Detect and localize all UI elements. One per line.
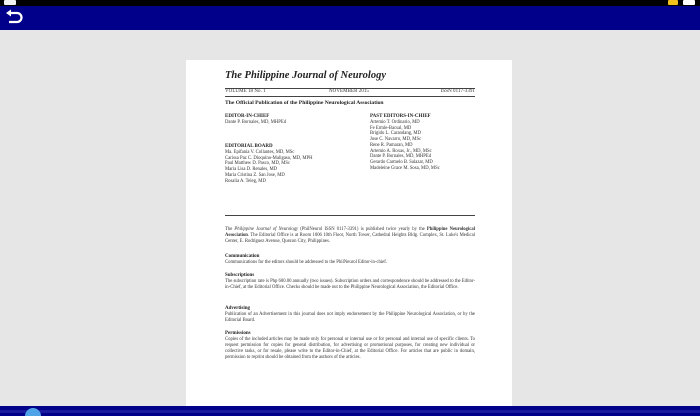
list-item: Maria Lisa D. Renales, MD: [225, 167, 278, 173]
list-item: Maria Cristina Z. San Jose, MD: [225, 172, 285, 178]
notification-icon: [4, 0, 16, 5]
list-item: Rosalia A. Teleg, MD: [225, 178, 266, 184]
pdf-page: [186, 60, 512, 416]
advertising-body: Publication of an Advertisement in this journal does not imply endorsement by the Philippine Neurological Association, or by the Editorial Board.: [225, 312, 475, 323]
list-item: Jose C. Navarro, MD, MSc: [370, 137, 422, 143]
divider: [225, 96, 475, 97]
signal-icon: [683, 0, 695, 5]
back-button[interactable]: [4, 9, 24, 27]
list-item: Gerardo Carmelo B. Salazar, MD: [370, 159, 433, 165]
issue-date: NOVEMBER 2015: [329, 89, 369, 94]
list-item: Dante P. Bornales, MD, MHPEd: [370, 154, 432, 160]
divider: [225, 215, 475, 216]
battery-icon: [668, 0, 678, 5]
intro-paragraph: The Philippine Journal of Neurology (PhilNeurol ISSN 0117-3391) is published twice yearly by the Philippine Neurological Association. The Editorial Office is at Room 1006 10th Floor, North Tower, Cathedral Heights Bldg. Complex, St. Luke's Medical Center, E. Rodriguez Avenue, Quezon City, Philippines.: [225, 227, 475, 244]
back-arrow-icon: [4, 9, 24, 27]
subscriptions-body: The subscription rate is Php 600.00 annually (two issues). Subscription orders and correspondence should be addressed to the Editor-in-Chief, at the Editorial Office. Checks should be made out to the Philippine Neurological Association, the Editorial Office.: [225, 279, 475, 290]
communication-heading: Communication: [225, 254, 260, 259]
board-heading: EDITORIAL BOARD: [225, 144, 273, 149]
top-toolbar: [0, 6, 700, 30]
advertising-heading: Advertising: [225, 306, 250, 311]
issn-label: ISSN 0117-3391: [440, 89, 475, 94]
official-publication: The Official Publication of the Philippine Neurological Association: [225, 100, 384, 106]
editor-name: Dante P. Bornales, MD, MHPEd: [225, 120, 287, 125]
list-item: Artemio T. Ordinario, MD: [370, 120, 420, 125]
subscriptions-heading: Subscriptions: [225, 273, 255, 278]
list-item: Rene R. Pamaran, MD: [370, 142, 413, 148]
past-list: [370, 120, 440, 171]
list-item: Ma. Epifania V. Collantes, MD, MSc: [225, 150, 295, 155]
list-item: Carissa Paz C. Dioquino-Maligaso, MD, MPH: [225, 155, 313, 161]
document-viewer[interactable]: [0, 30, 700, 406]
volume-label: VOLUME 18 No. 1: [225, 89, 266, 94]
list-item: Paul Matthew D. Pasco, MD, MSc: [225, 161, 291, 167]
list-item: Fe Ermle-Bacsal, MD: [370, 125, 412, 131]
editor-heading: EDITOR-IN-CHIEF: [225, 114, 270, 119]
past-heading: PAST EDITORS-IN-CHIEF: [370, 114, 431, 119]
board-list: [225, 150, 313, 184]
list-item: Madeleine Grace M. Sosa, MD, MSc: [370, 165, 440, 171]
permissions-body: Copies of the included articles may be made only for personal or internal use or for personal and internal use of specific clients. To request permission for copies for general distribution, for advertising or promotional purposes, for creating new individual or collective tasks, or for resale, please write to the Editor-in-Chief, at the Editorial Office. For articles that are public in domain, permission to reprint should be obtained from the authors of the articles.: [225, 337, 475, 360]
journal-title: The Philippine Journal of Neurology: [225, 70, 387, 81]
communication-body: Communications for the editors should be addressed to the PhilNeurol Editor-in-chief.: [225, 260, 387, 265]
permissions-heading: Permissions: [225, 331, 251, 336]
list-item: Artemio A. Roxas, Jr., MD, MSc: [370, 148, 432, 154]
list-item: Brigido L. Carandang, MD: [370, 131, 421, 137]
page-scrubber-track[interactable]: [0, 410, 700, 413]
